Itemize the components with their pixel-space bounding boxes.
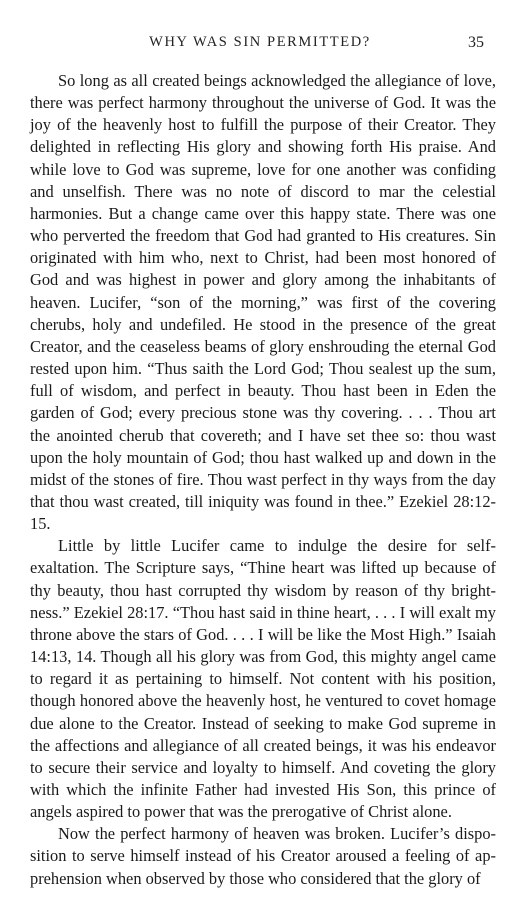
page-number: 35 [468, 34, 484, 51]
paragraph: So long as all created beings acknowledged the allegiance of love, there was perfect harmony throughout the universe of God. It was the joy of the heavenly host to fulfill the purpose of their Creator. They delighted in reflecting His glory and showing forth His praise. And while love to God was supreme, love for one another was confiding and unselfish. There was no note of discord to mar the celestial harmonies. But a change came over this happy state. There was one who perverted the freedom that God had granted to His creatures. Sin originated with him who, next to Christ, had been most honored of God and was highest in power and glory among the inhabitants of heaven. Lucifer, “son of the morning,” was first of the covering cherubs, holy and undefiled. He stood in the presence of the great Creator, and the ceaseless beams of glory enshrouding the eternal God rested upon him. “Thus saith the Lord God; Thou sealest up the sum, full of wisdom, and perfect in beauty. Thou hast been in Eden the garden of God; every precious stone was thy covering. . . . Thou art the anointed cherub that covereth; and I have set thee so: thou wast upon the holy mountain of God; thou hast walked up and down in the midst of the stones of fire. Thou wast perfect in thy ways from the day that thou wast created, till iniquity was found in thee.” Ezekiel 28:12-15. [30, 71, 496, 534]
paragraph: Now the perfect harmony of heaven was broken. Lucifer’s disposition to serve himself instead of his Creator aroused a feeling of apprehension when observed by those who considered that the glory of [30, 824, 496, 888]
chapter-title: WHY WAS SIN PERMITTED? [149, 34, 371, 50]
paragraph: Little by little Lucifer came to indulge the desire for self-exaltation. The Scripture says, “Thine heart was lifted up because of thy beauty, thou hast corrupted thy wisdom by reason of thy brightness.” Ezekiel 28:17. “Thou hast said in thine heart, . . . I will exalt my throne above the stars of God. . . . I will be like the Most High.” Isaiah 14:13, 14. Though all his glory was from God, this mighty angel came to regard it as pertaining to himself. Not content with his position, though honored above the heavenly host, he ventured to covet homage due alone to the Creator. Instead of seeking to make God supreme in the affections and allegiance of all created beings, it was his endeavor to secure their service and loyalty to himself. And coveting the glory with which the infinite Father had invested His Son, this prince of angels aspired to power that was the prerogative of Christ alone. [30, 536, 496, 822]
body-text [30, 70, 496, 890]
running-head [36, 34, 484, 54]
